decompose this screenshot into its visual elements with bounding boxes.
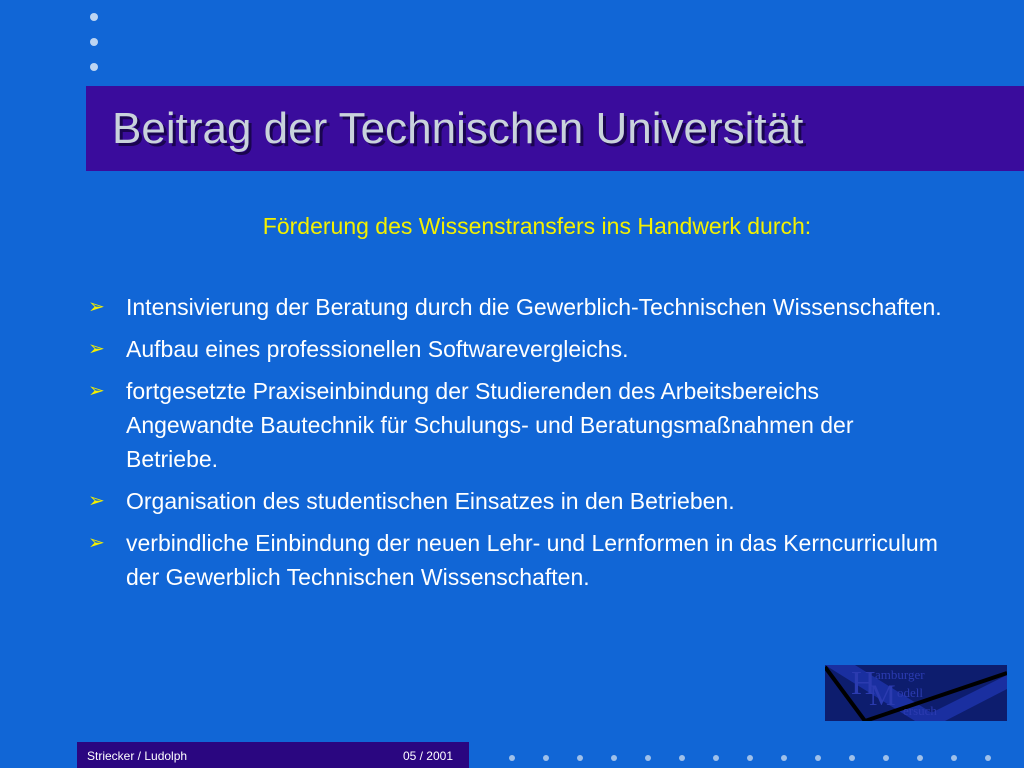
decor-dot — [90, 63, 98, 71]
arrow-bullet-icon: ➢ — [88, 296, 105, 318]
footer-authors: Striecker / Ludolph — [87, 749, 188, 763]
decor-dot — [679, 755, 685, 761]
hamburger-modellversuch-logo — [825, 665, 1007, 721]
decor-dot — [747, 755, 753, 761]
slide-subtitle: Förderung des Wissenstransfers ins Handwerk durch: — [262, 213, 812, 239]
arrow-bullet-icon: ➢ — [88, 380, 105, 402]
decor-dot — [713, 755, 719, 761]
bullet-item — [88, 484, 948, 518]
decor-dot — [90, 38, 98, 46]
logo-word-amburger: amburger — [875, 667, 925, 682]
decor-dot — [917, 755, 923, 761]
logo-letter-m: M — [869, 679, 896, 712]
logo-word-ersuch: ersuch — [903, 703, 937, 718]
decor-dot — [985, 755, 991, 761]
decor-dot — [509, 755, 515, 761]
bullet-text: Intensivierung der Beratung durch die Gewerblich-Technischen Wissenschaften. — [126, 294, 942, 320]
footer-date: 05 / 2001 — [402, 749, 453, 763]
logo-word-odell: odell — [897, 685, 923, 700]
decor-dot — [645, 755, 651, 761]
bullet-text: Organisation des studentischen Einsatzes in den Betrieben. — [126, 488, 735, 514]
bullet-item — [88, 332, 948, 366]
decor-dot — [951, 755, 957, 761]
footer-bar — [77, 742, 469, 768]
arrow-bullet-icon: ➢ — [88, 490, 105, 512]
decor-dot — [815, 755, 821, 761]
bullet-item — [88, 290, 948, 324]
title-bar — [86, 86, 1024, 171]
bullet-item — [88, 374, 948, 476]
decor-dot — [849, 755, 855, 761]
decor-dot — [577, 755, 583, 761]
decor-dot — [883, 755, 889, 761]
decor-dot — [611, 755, 617, 761]
decor-dot — [90, 13, 98, 21]
bullet-text: fortgesetzte Praxiseinbindung der Studierenden des Arbeitsbereichs Angewandte Bautechnik für Schulungs- und Beratungsmaßnahmen der Betriebe. — [126, 378, 854, 472]
slide-title: Beitrag der Technischen Universität — [112, 104, 804, 153]
logo-letter-h: H — [851, 665, 876, 702]
arrow-bullet-icon: ➢ — [88, 338, 105, 360]
arrow-bullet-icon: ➢ — [88, 532, 105, 554]
bullet-item — [88, 526, 948, 594]
bullet-list — [88, 290, 948, 602]
bullet-text: verbindliche Einbindung der neuen Lehr- und Lernformen in das Kerncurriculum der Gewerblich Technischen Wissenschaften. — [126, 530, 938, 590]
bullet-text: Aufbau eines professionellen Softwarevergleichs. — [126, 336, 629, 362]
decor-dot — [543, 755, 549, 761]
decor-dot — [781, 755, 787, 761]
